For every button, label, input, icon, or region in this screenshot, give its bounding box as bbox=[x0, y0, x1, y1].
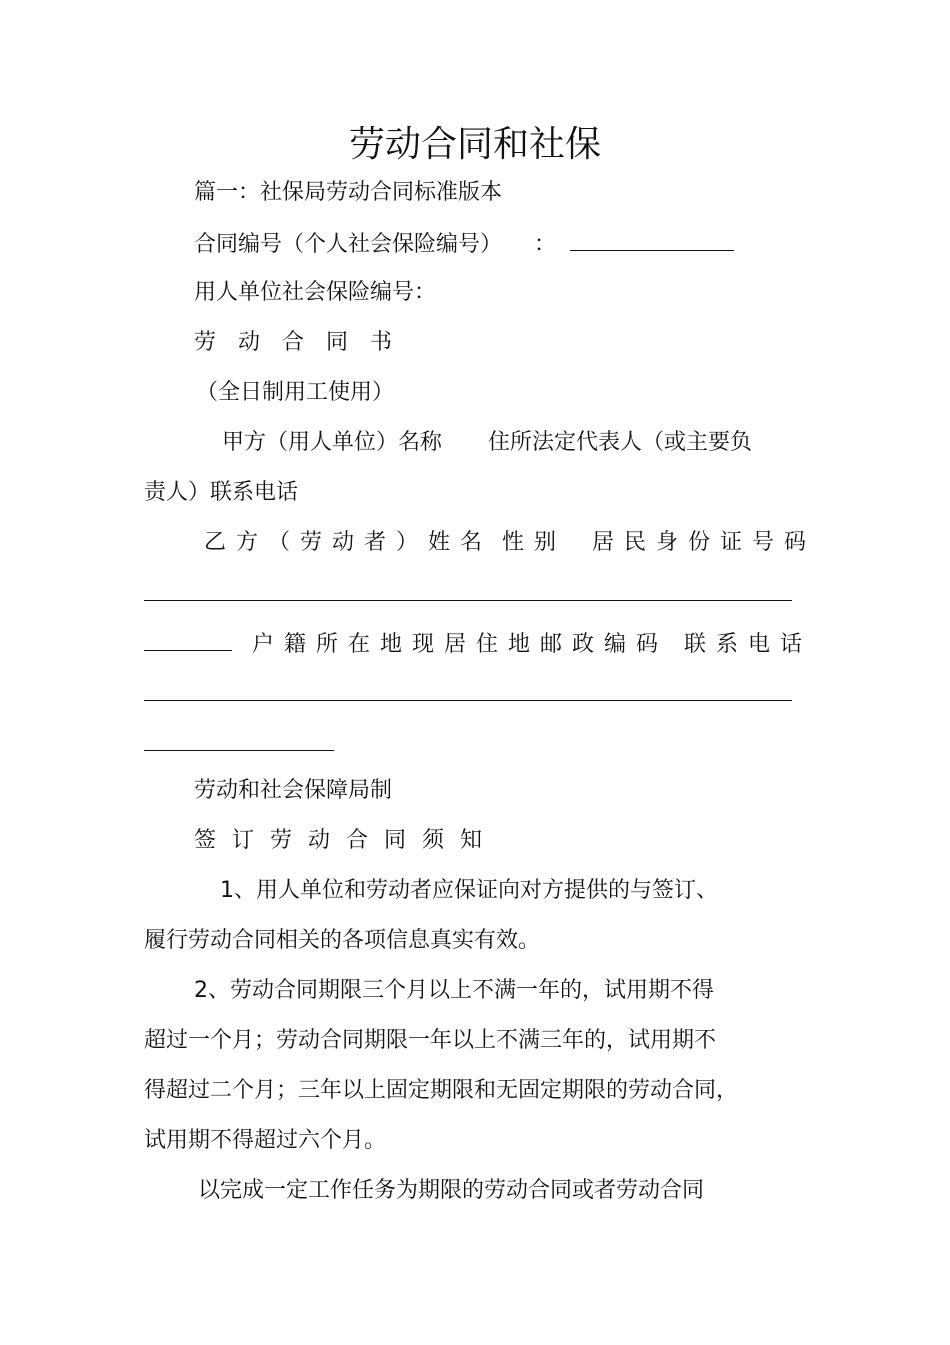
usage-note: （全日制用工使用） bbox=[196, 380, 395, 405]
issuer-text: 劳动和社会保障局制 bbox=[194, 778, 393, 803]
party-b-name-label: 乙方（劳动者）姓名 bbox=[204, 530, 493, 555]
notice-item-2-line-3: 得超过二个月；三年以上固定期限和无固定期限的劳动合同， bbox=[144, 1078, 739, 1103]
notice-item-2-line-1: 2、劳动合同期限三个月以上不满一年的，试用期不得 bbox=[194, 978, 714, 1003]
chapter-heading: 篇一：社保局劳动合同标准版本 bbox=[194, 180, 503, 205]
party-a-phone-label: 责人）联系电话 bbox=[144, 480, 299, 505]
notice-heading: 签订劳动合同须知 bbox=[194, 828, 499, 853]
household-blank[interactable] bbox=[144, 628, 232, 651]
party-a-row bbox=[222, 428, 752, 458]
household-blank-line[interactable] bbox=[144, 700, 792, 701]
household-row bbox=[144, 628, 812, 660]
notice-item-2-line-4: 试用期不得超过六个月。 bbox=[144, 1128, 387, 1153]
household-label: 户籍所在地现居住地邮政编码 bbox=[252, 632, 669, 657]
contract-heading: 劳动合同书 bbox=[194, 330, 415, 355]
party-b-blank-line[interactable] bbox=[144, 600, 792, 601]
notice-item-1-line-1: 1、用人单位和劳动者应保证向对方提供的与签订、 bbox=[220, 878, 718, 903]
notice-item-2-line-2: 超过一个月；劳动合同期限一年以上不满三年的，试用期不 bbox=[144, 1028, 717, 1053]
party-a-address-label: 住所法定代表人（或主要负 bbox=[488, 430, 753, 455]
contract-number-colon: ： bbox=[534, 232, 557, 257]
party-b-row bbox=[204, 528, 816, 558]
notice-item-3-line-1: 以完成一定工作任务为期限的劳动合同或者劳动合同 bbox=[198, 1178, 705, 1203]
party-b-id-label: 居民身份证号码 bbox=[592, 530, 817, 555]
phone-label: 联系电话 bbox=[684, 632, 813, 657]
party-a-name-label: 甲方（用人单位）名称 bbox=[222, 430, 443, 455]
contract-number-label: 合同编号（个人社会保险编号） bbox=[194, 232, 503, 257]
contract-number-row bbox=[194, 228, 734, 260]
party-b-gender-label: 性别 bbox=[502, 530, 567, 555]
notice-item-1-line-2: 履行劳动合同相关的各项信息真实有效。 bbox=[144, 928, 541, 953]
document-title: 劳动合同和社保 bbox=[348, 124, 601, 165]
employer-insurance-number-label: 用人单位社会保险编号： bbox=[194, 280, 437, 305]
contract-number-blank[interactable] bbox=[570, 228, 734, 251]
phone-blank-line[interactable] bbox=[144, 750, 334, 751]
